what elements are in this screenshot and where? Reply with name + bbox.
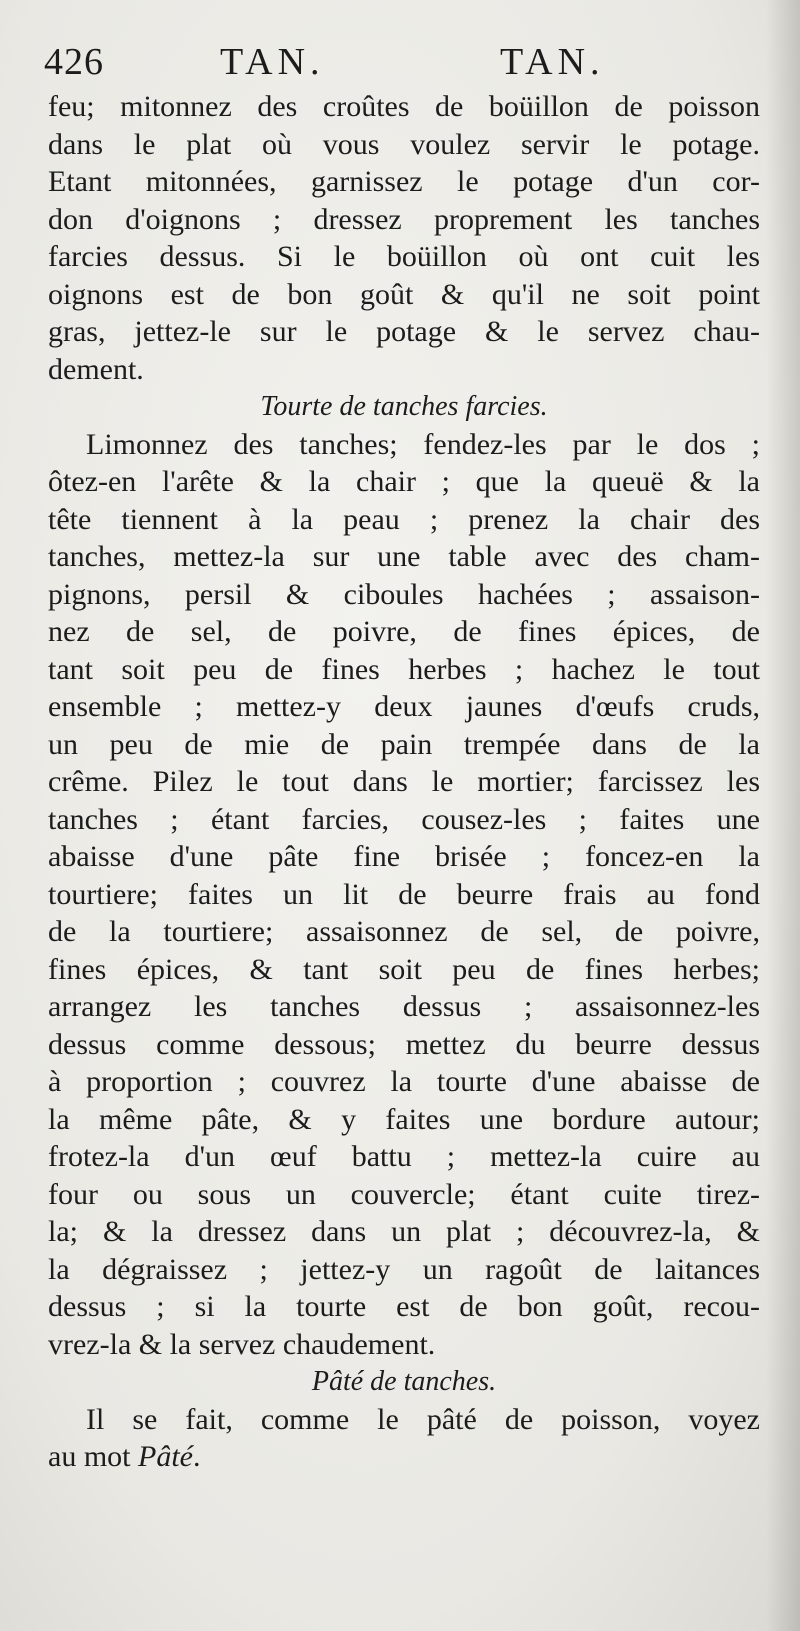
text-line: nez de sel, de poivre, de fines épices, de xyxy=(48,615,760,648)
text-line: la même pâte, & y faites une bordure autour; xyxy=(48,1102,760,1136)
text-line: un peu de mie de pain trempée dans de la xyxy=(48,727,760,761)
text-line: Il se fait, comme le pâté de poisson, voyez xyxy=(86,1402,760,1436)
text-line: Limonnez des tanches; fendez-les par le dos ; xyxy=(86,427,760,461)
text-line: four ou sous un couvercle; étant cuite tirez- xyxy=(48,1177,760,1211)
text-line: farcies dessus. Si le boüillon où ont cuit les xyxy=(48,240,760,273)
text-line: gras, jettez-le sur le potage & le servez chau- xyxy=(48,315,760,348)
text-line: dessus ; si la tourte est de bon goût, recou- xyxy=(48,1290,760,1323)
final-line-italic: Pâté xyxy=(138,1440,193,1473)
text-line: dessus comme dessous; mettez du beurre dessus xyxy=(48,1027,760,1061)
text-line: Etant mitonnées, garnissez le potage d'un cor- xyxy=(48,165,760,198)
text-line: feu; mitonnez des croûtes de boüillon de poisson xyxy=(48,90,760,123)
text-line: à proportion ; couvrez la tourte d'une abaisse de xyxy=(48,1065,760,1098)
text-line: tête tiennent à la peau ; prenez la chair des xyxy=(48,502,760,536)
running-title-left: TAN. xyxy=(220,41,325,83)
text-line: crême. Pilez le tout dans le mortier; farcissez les xyxy=(48,765,760,798)
text-line: abaisse d'une pâte fine brisée ; foncez-en la xyxy=(48,840,760,873)
text-line: vrez-la & la servez chaudement. xyxy=(48,1327,436,1361)
text-line: tant soit peu de fines herbes ; hachez le tout xyxy=(48,652,760,686)
text-line: dans le plat où vous voulez servir le potage. xyxy=(48,127,760,161)
text-line: dement. xyxy=(48,352,144,386)
section-heading: Pâté de tanches. xyxy=(311,1366,497,1397)
running-title-right: TAN. xyxy=(500,41,605,83)
text-line: fines épices, & tant soit peu de fines herbes; xyxy=(48,952,760,986)
text-line: arrangez les tanches dessus ; assaisonnez-les xyxy=(48,990,760,1023)
text-line xyxy=(48,1438,760,1476)
text-line: ôtez-en l'arête & la chair ; que la queuë & la xyxy=(48,465,760,498)
text-line: de la tourtiere; assaisonnez de sel, de poivre, xyxy=(48,915,760,948)
text-line: ensemble ; mettez-y deux jaunes d'œufs cruds, xyxy=(48,690,760,723)
text-line: don d'oignons ; dressez proprement les tanches xyxy=(48,202,760,236)
text-line: tanches ; étant farcies, cousez-les ; faites une xyxy=(48,802,760,836)
text-line: tourtiere; faites un lit de beurre frais au fond xyxy=(48,877,760,911)
section-heading: Tourte de tanches farcies. xyxy=(260,391,548,422)
final-line-end: . xyxy=(192,1440,201,1473)
page-body xyxy=(48,88,760,1476)
text-line: la dégraissez ; jettez-y un ragoût de laitances xyxy=(48,1252,760,1286)
text-line: frotez-la d'un œuf battu ; mettez-la cuire au xyxy=(48,1140,760,1173)
final-line-text: au mot xyxy=(48,1440,138,1473)
text-line: tanches, mettez-la sur une table avec des cham- xyxy=(48,540,760,573)
text-line: pignons, persil & ciboules hachées ; assaison- xyxy=(48,577,760,611)
text-line: oignons est de bon goût & qu'il ne soit point xyxy=(48,277,760,311)
page-number: 426 xyxy=(44,41,104,83)
text-line: la; & la dressez dans un plat ; découvrez-la, & xyxy=(48,1215,760,1248)
running-header xyxy=(44,40,764,90)
page-gutter-shadow xyxy=(766,0,800,1631)
